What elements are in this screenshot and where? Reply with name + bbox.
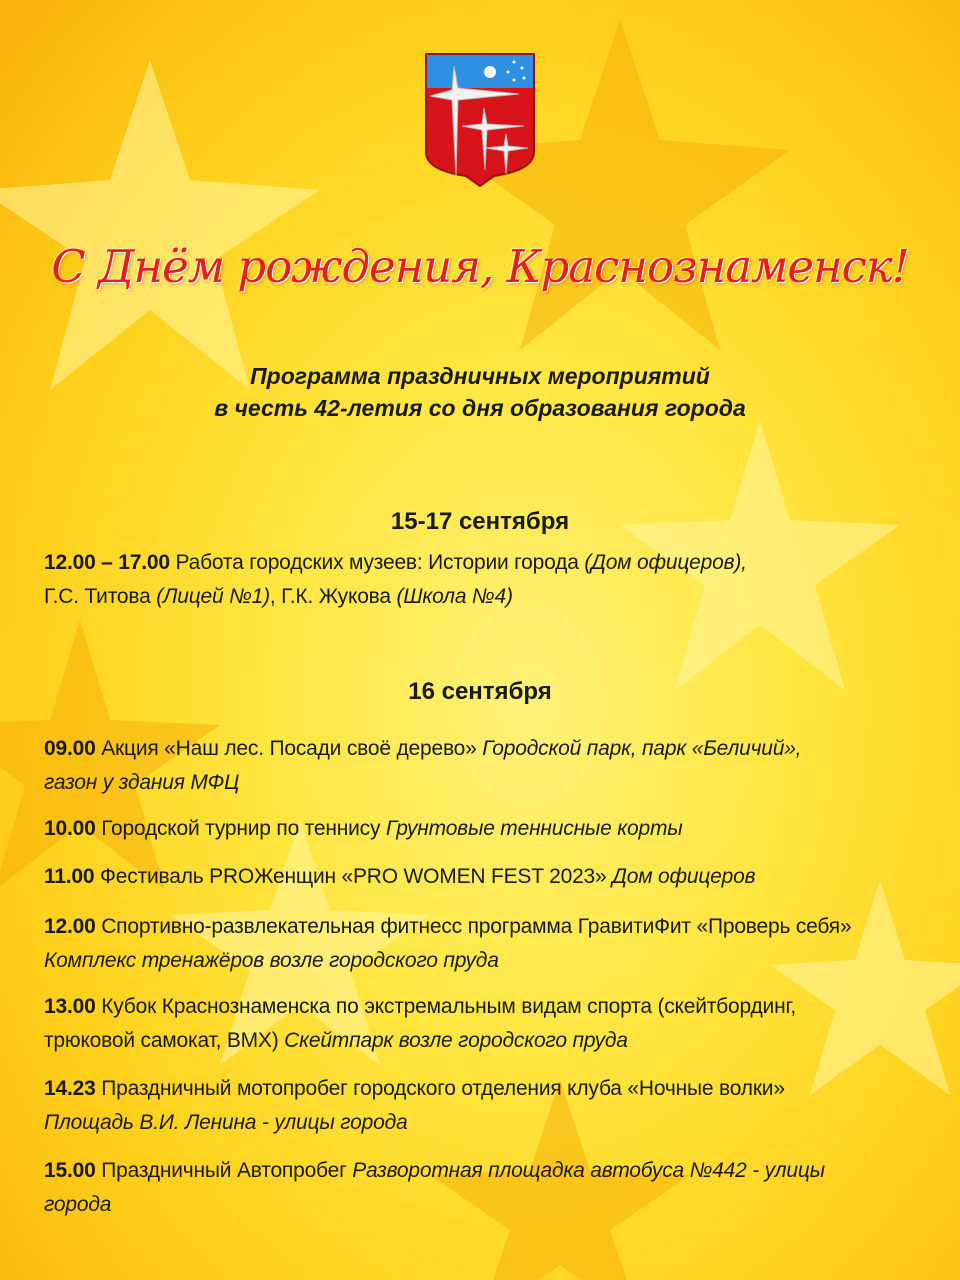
event-line bbox=[44, 1106, 944, 1140]
event-location: Комплекс тренажёров возле городского пруда bbox=[44, 949, 499, 972]
event-location: (Школа №4) bbox=[396, 585, 513, 608]
event-line bbox=[44, 732, 944, 766]
event-line bbox=[44, 1154, 944, 1188]
event-description: Кубок Краснознаменска по экстремальным видам спорта (скейтбординг, bbox=[95, 995, 796, 1018]
event-line bbox=[44, 812, 944, 846]
event-line bbox=[44, 546, 944, 580]
event-description: Работа городских музеев: Истории города bbox=[169, 551, 585, 574]
subtitle-line-2: в честь 42-летия со дня образования города bbox=[214, 395, 746, 421]
event-line bbox=[44, 766, 944, 800]
event-location: города bbox=[44, 1193, 112, 1216]
event-description: Праздничный мотопробег городского отделения клуба «Ночные волки» bbox=[95, 1077, 785, 1100]
event-time: 14.23 bbox=[44, 1077, 96, 1100]
event-location: (Лицей №1) bbox=[156, 585, 270, 608]
event-time: 13.00 bbox=[44, 995, 96, 1018]
event-description: Спортивно-развлекательная фитнесс программа ГравитиФит «Проверь себя» bbox=[95, 915, 852, 938]
event-item bbox=[44, 860, 944, 894]
event-time: 12.00 – 17.00 bbox=[44, 551, 170, 574]
event-item bbox=[44, 812, 944, 846]
coat-of-arms-icon bbox=[424, 52, 536, 188]
event-time: 11.00 bbox=[44, 865, 95, 888]
event-item bbox=[44, 1072, 944, 1140]
event-description: Г.С. Титова bbox=[44, 585, 157, 608]
event-line bbox=[44, 944, 944, 978]
event-item bbox=[44, 910, 944, 978]
event-time: 15.00 bbox=[44, 1159, 96, 1182]
event-description: Городской турнир по теннису bbox=[95, 817, 386, 840]
event-time: 10.00 bbox=[44, 817, 96, 840]
event-location: Скейтпарк возле городского пруда bbox=[284, 1029, 628, 1052]
event-location: Дом офицеров bbox=[612, 865, 756, 888]
event-time: 09.00 bbox=[44, 737, 96, 760]
event-item bbox=[44, 732, 944, 800]
day-heading: 16 сентября bbox=[408, 678, 552, 705]
event-description: Праздничный Автопробег bbox=[95, 1159, 353, 1182]
event-description: трюковой самокат, BMX) bbox=[44, 1029, 285, 1052]
event-location: Разворотная площадка автобуса №442 - улицы bbox=[352, 1159, 825, 1182]
event-location: Грунтовые теннисные корты bbox=[385, 817, 683, 840]
event-line bbox=[44, 990, 944, 1024]
day-heading: 15-17 сентября bbox=[390, 508, 570, 535]
event-line bbox=[44, 1188, 944, 1222]
event-description: , Г.К. Жукова bbox=[269, 585, 397, 608]
event-location: Городской парк, парк «Беличий», bbox=[482, 737, 802, 760]
event-description: Акция «Наш лес. Посади своё дерево» bbox=[95, 737, 483, 760]
subtitle-line-1: Программа праздничных мероприятий bbox=[250, 363, 710, 389]
event-item bbox=[44, 990, 944, 1058]
event-item bbox=[44, 1154, 944, 1222]
event-time: 12.00 bbox=[44, 915, 96, 938]
event-location: (Дом офицеров), bbox=[584, 551, 747, 574]
event-item bbox=[44, 546, 944, 614]
event-location: газон у здания МФЦ bbox=[44, 771, 240, 794]
event-location: Площадь В.И. Ленина - улицы города bbox=[44, 1111, 408, 1134]
event-line bbox=[44, 1024, 944, 1058]
event-line bbox=[44, 1072, 944, 1106]
event-description: Фестиваль PROЖенщин «PRO WOMEN FEST 2023» bbox=[94, 865, 613, 888]
event-line bbox=[44, 580, 944, 614]
event-line bbox=[44, 910, 944, 944]
page-title: С Днём рождения, Краснознаменск! bbox=[51, 240, 909, 293]
program-subtitle bbox=[0, 360, 960, 424]
event-line bbox=[44, 860, 944, 894]
